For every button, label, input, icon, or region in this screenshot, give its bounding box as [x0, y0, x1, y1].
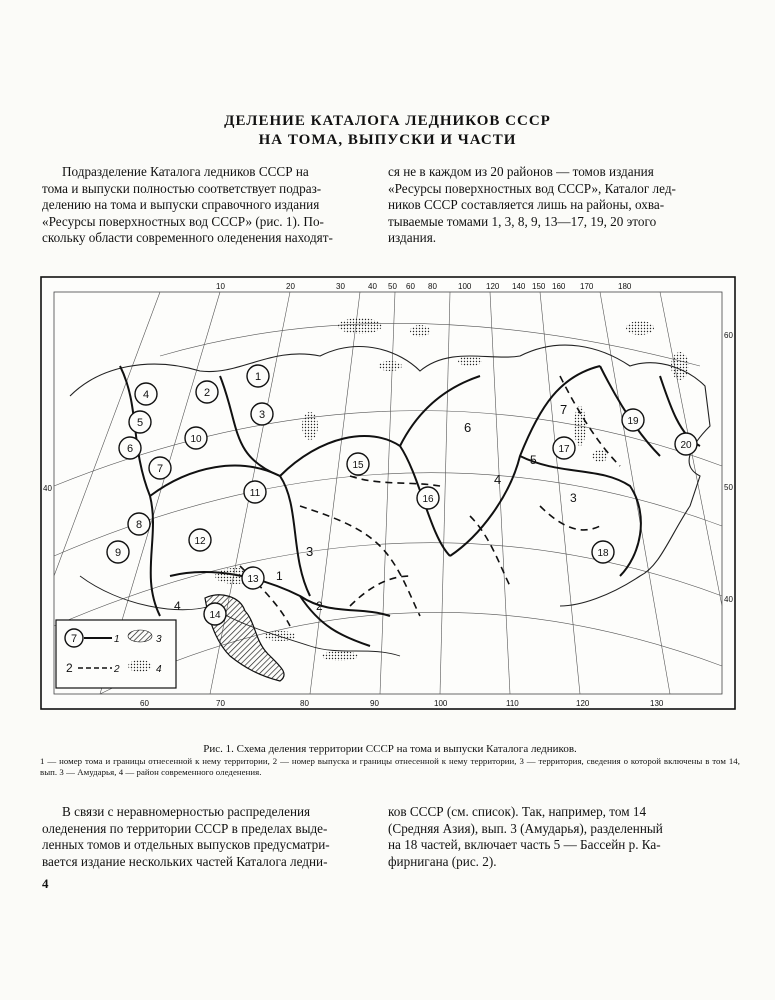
longitude-label: 130 — [650, 699, 664, 708]
legend-item-1: 1 — [114, 634, 120, 645]
issue-label: 3 — [570, 491, 577, 505]
longitude-label: 50 — [388, 282, 397, 291]
page-number: 4 — [42, 876, 49, 891]
longitude-label: 80 — [428, 282, 437, 291]
map-legend — [56, 620, 176, 688]
latitude-label: 40 — [724, 595, 733, 604]
svg-text:2: 2 — [203, 387, 211, 399]
longitude-label: 20 — [286, 282, 295, 291]
volume-label: 3 — [306, 544, 314, 559]
longitude-label: 150 — [532, 282, 546, 291]
body-line: фирнигана (рис. 2). — [388, 853, 497, 869]
svg-text:15: 15 — [352, 460, 364, 471]
latitude-label: 50 — [724, 483, 733, 492]
body-column-left — [42, 804, 376, 870]
longitude-label: 40 — [368, 282, 377, 291]
volume-marker-19 — [622, 409, 644, 431]
longitude-label: 80 — [300, 699, 309, 708]
longitude-label: 10 — [216, 282, 225, 291]
volume-marker-16 — [417, 487, 439, 509]
title-line-1: ДЕЛЕНИЕ КАТАЛОГА ЛЕДНИКОВ СССР — [224, 113, 551, 129]
svg-text:10: 10 — [190, 434, 202, 445]
volume-marker-10 — [185, 427, 207, 449]
issue-label: 5 — [530, 453, 537, 467]
intro-line: «Ресурсы поверхностных вод СССР», Каталог лед- — [388, 180, 676, 196]
longitude-label: 90 — [370, 699, 379, 708]
intro-line: делению на тома и выпуски справочного издания — [42, 197, 320, 212]
intro-line: ся не в каждом из 20 районов — томов издания — [388, 164, 654, 179]
body-line: на 18 частей, включает часть 5 — Бассейн р. Ка- — [388, 837, 661, 852]
svg-text:5: 5 — [136, 417, 144, 429]
volume-marker-14 — [204, 603, 226, 625]
svg-text:19: 19 — [627, 416, 639, 427]
volume-marker-13 — [242, 567, 264, 589]
longitude-label: 120 — [486, 282, 500, 291]
latitude-label: 40 — [43, 484, 52, 493]
svg-text:7: 7 — [156, 463, 164, 475]
svg-text:17: 17 — [558, 444, 570, 455]
volume-marker-2 — [196, 381, 218, 403]
intro-line: Подразделение Каталога ледников СССР на — [62, 164, 309, 179]
longitude-label: 180 — [618, 282, 632, 291]
volume-marker-7 — [149, 457, 171, 479]
intro-line: издания. — [388, 230, 437, 245]
svg-text:3: 3 — [258, 409, 266, 421]
volume-marker-6 — [119, 437, 141, 459]
volume-label: 4 — [494, 472, 502, 487]
svg-text:9: 9 — [114, 547, 122, 559]
longitude-label: 30 — [336, 282, 345, 291]
caption-legend: 1 — номер тома и границы отнесенной к нему территории, 2 — номер выпуска и границы отнесенной к нему территории, 3 — территория, сведения о которой включены в том 14, вып. 3 — Амударья, 4 — район современного оледенения. — [40, 756, 740, 777]
svg-text:4: 4 — [142, 389, 150, 401]
volume-label: 7 — [560, 402, 568, 417]
intro-line: тома и выпуски полностью соответствует подраз- — [42, 180, 322, 196]
issue-label: 4 — [174, 599, 181, 613]
body-line: вается издание нескольких частей Каталога ледни- — [42, 853, 328, 869]
volume-marker-12 — [189, 529, 211, 551]
longitude-label: 170 — [580, 282, 594, 291]
volume-marker-8 — [128, 513, 150, 535]
legend-item-3: 3 — [156, 634, 162, 645]
svg-text:8: 8 — [135, 519, 143, 531]
longitude-label: 140 — [512, 282, 526, 291]
caption-title: Рис. 1. Схема деления территории СССР на тома и выпуски Каталога ледников. — [203, 743, 577, 755]
longitude-label: 70 — [216, 699, 225, 708]
intro-column-right — [388, 164, 730, 247]
issue-label: 1 — [276, 569, 283, 583]
ussr-division-map — [40, 276, 736, 710]
svg-text:6: 6 — [126, 443, 134, 455]
body-column-right — [388, 804, 730, 870]
longitude-label: 160 — [552, 282, 566, 291]
legend-item-2: 2 — [114, 664, 120, 675]
svg-text:18: 18 — [597, 548, 609, 559]
legend-item-4: 4 — [156, 664, 162, 675]
article-title — [0, 112, 775, 150]
intro-column-left — [42, 164, 370, 247]
figure-caption — [40, 744, 740, 778]
body-line: В связи с неравномерностью распределения — [62, 804, 311, 819]
volume-label: 6 — [464, 420, 472, 435]
volume-marker-1 — [247, 365, 269, 387]
svg-text:16: 16 — [422, 494, 434, 505]
intro-line: тываемые томами 1, 3, 8, 9, 13—17, 19, 20 этого — [388, 213, 657, 229]
volume-marker-3 — [251, 403, 273, 425]
body-line: (Средняя Азия), вып. 3 (Амударья), разделенный — [388, 820, 663, 836]
intro-line: ников СССР составляется лишь на районы, охва- — [388, 197, 665, 212]
svg-text:12: 12 — [194, 536, 206, 547]
title-line-2: НА ТОМА, ВЫПУСКИ И ЧАСТИ — [258, 132, 517, 148]
legend-issue-number: 2 — [66, 661, 73, 675]
body-line: оледенения по территории СССР в пределах выде- — [42, 820, 328, 836]
svg-text:20: 20 — [680, 440, 692, 451]
body-line: ков СССР (см. список). Так, например, том 14 — [388, 804, 647, 819]
volume-marker-9 — [107, 541, 129, 563]
volume-marker-11 — [244, 481, 266, 503]
volume-marker-20 — [675, 433, 697, 455]
volume-marker-17 — [553, 437, 575, 459]
longitude-label: 60 — [140, 699, 149, 708]
legend-circle-number: 7 — [70, 633, 78, 645]
longitude-label: 100 — [434, 699, 448, 708]
volume-marker-15 — [347, 453, 369, 475]
longitude-label: 110 — [506, 699, 519, 708]
volume-marker-18 — [592, 541, 614, 563]
body-line: ленных томов и отдельных выпусков предусматри- — [42, 837, 330, 852]
longitude-label: 120 — [576, 699, 590, 708]
intro-line: скольку области современного оледенения находят- — [42, 230, 333, 245]
issue-label: 2 — [316, 599, 323, 613]
longitude-label: 100 — [458, 282, 472, 291]
svg-text:13: 13 — [247, 574, 259, 585]
longitude-label: 60 — [406, 282, 415, 291]
svg-text:11: 11 — [249, 488, 261, 499]
svg-text:1: 1 — [254, 371, 262, 383]
svg-text:14: 14 — [209, 610, 221, 621]
volume-marker-4 — [135, 383, 157, 405]
latitude-label: 60 — [724, 331, 733, 340]
volume-marker-5 — [129, 411, 151, 433]
intro-line: «Ресурсы поверхностных вод СССР» (рис. 1). По- — [42, 213, 324, 229]
